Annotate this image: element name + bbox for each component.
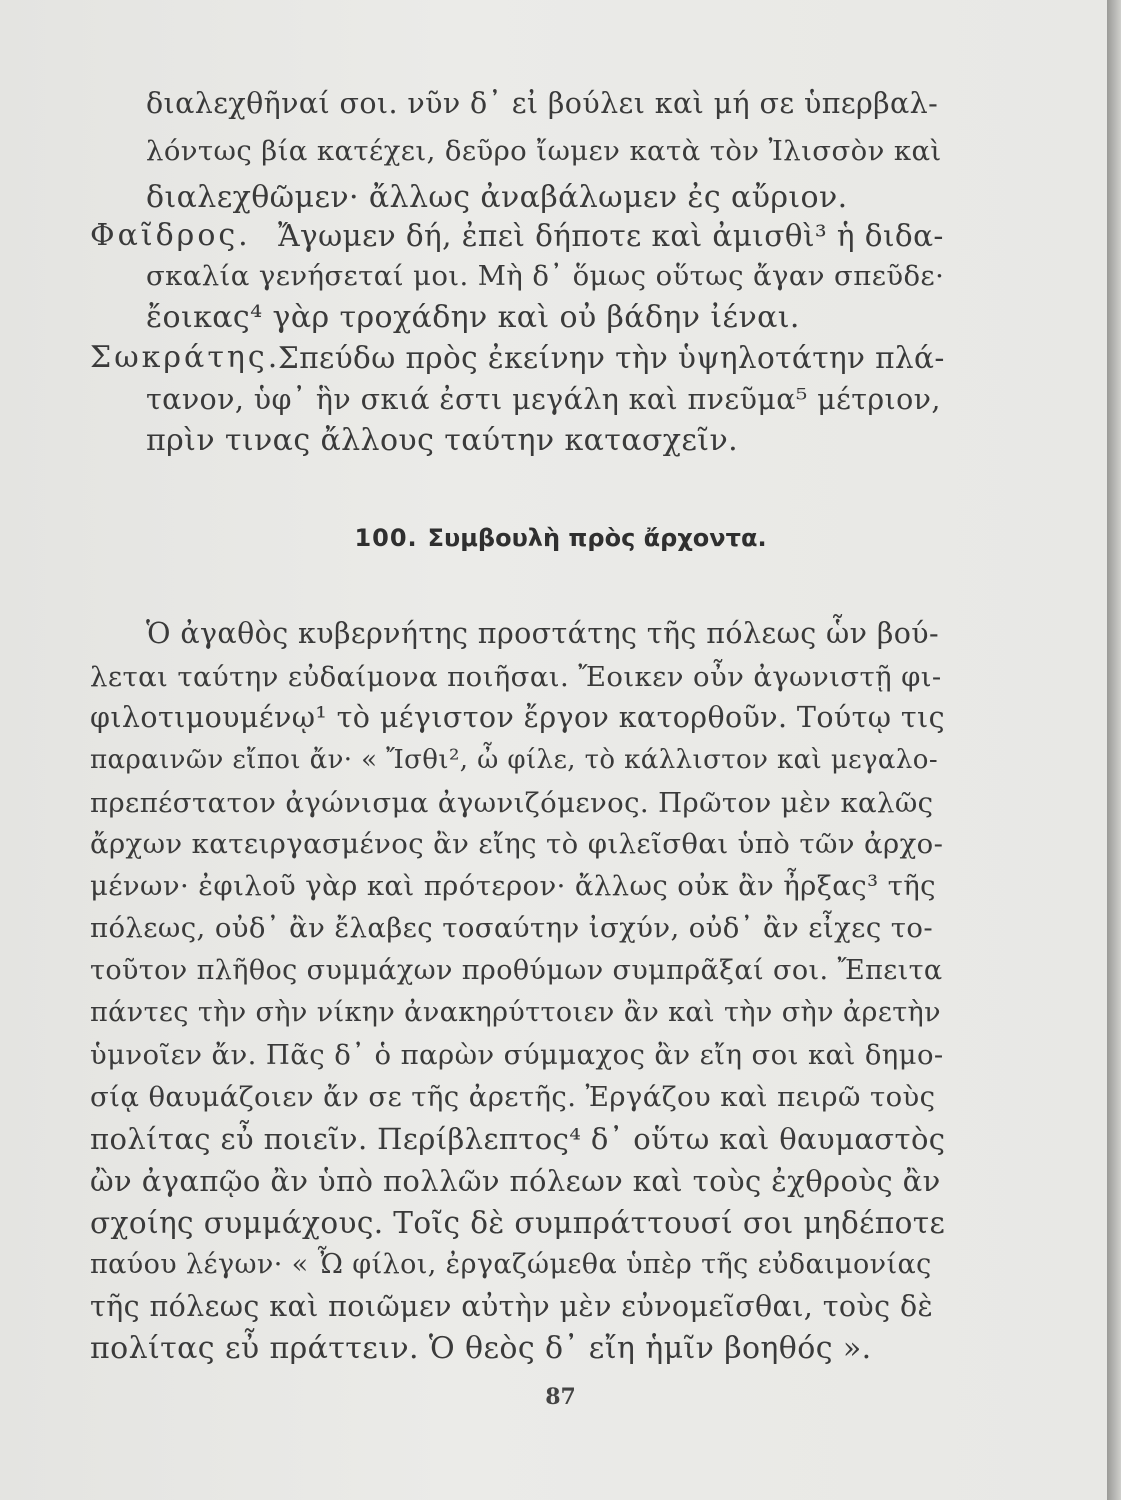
body-line: τῆς πόλεως καὶ ποιῶμεν αὐτὴν μὲν εὐνομεῖσθαι, τοὺς δὲ xyxy=(90,1290,934,1323)
dialogue-line: Ἄγωμεν δή, ἐπεὶ δήποτε καὶ ἀμισθὶ³ ἡ διδα- xyxy=(278,219,944,253)
body-line: ὑμνοῖεν ἄν. Πᾶς δ᾽ ὁ παρὼν σύμμαχος ἂν εἴη σοι καὶ δημο- xyxy=(90,1039,944,1071)
body-line: ὢν ἀγαπῷο ἂν ὑπὸ πολλῶν πόλεων καὶ τοὺς ἐχθροὺς ἂν xyxy=(90,1164,941,1198)
body-line: παραινῶν εἴποι ἄν· « Ἴσθι², ὦ φίλε, τὸ κάλλιστον καὶ μεγαλο- xyxy=(90,745,939,775)
body-line: σχοίης συμμάχους. Τοῖς δὲ συμπράττουσί σοι μηδέποτε xyxy=(90,1206,946,1240)
body-line: πρεπέστατον ἀγώνισμα ἀγωνιζόμενος. Πρῶτον μὲν καλῶς xyxy=(90,787,934,819)
body-line: πάντες τὴν σὴν νίκην ἀνακηρύττοιεν ἂν καὶ τὴν σὴν ἀρετὴν xyxy=(90,997,941,1028)
body-line: τοῦτον πλῆθος συμμάχων προθύμων συμπρᾶξαί σοι. Ἔπειτα xyxy=(90,955,943,986)
body-line: πολίτας εὖ ποιεῖν. Περίβλεπτος⁴ δ᾽ οὕτω καὶ θαυμαστὸς xyxy=(90,1122,946,1156)
body-line: Ὁ ἀγαθὸς κυβερνήτης προστάτης τῆς πόλεως ὧν βού- xyxy=(146,617,940,650)
dialogue-line: τανον, ὑφ᾽ ἣν σκιά ἐστι μεγάλη καὶ πνεῦμα⁵ μέτριον, xyxy=(146,383,941,416)
dialogue-line: σκαλία γενήσεταί μοι. Μὴ δ᾽ ὅμως οὕτως ἄγαν σπεῦδε· xyxy=(146,260,945,292)
speaker-socrates: Σωκράτης. xyxy=(90,340,281,375)
dialogue-line: Σπεύδω πρὸς ἐκείνην τὴν ὑψηλοτάτην πλά- xyxy=(278,341,945,375)
body-line: σίᾳ θαυμάζοιεν ἄν σε τῆς ἀρετῆς. Ἐργάζου καὶ πειρῶ τοὺς xyxy=(90,1081,936,1113)
body-line: παύου λέγων· « Ὦ φίλοι, ἐργαζώμεθα ὑπὲρ τῆς εὐδαιμονίας xyxy=(90,1249,932,1280)
body-line: μένων· ἐφιλοῦ γὰρ καὶ πρότερον· ἄλλως οὐκ ἂν ἦρξας³ τῆς xyxy=(90,870,936,902)
section-heading xyxy=(0,524,1121,552)
speaker-phaedrus: Φαῖδρος. xyxy=(90,218,251,253)
dialogue-line: πρὶν τινας ἄλλους ταύτην κατασχεῖν. xyxy=(146,423,739,458)
body-line: ἄρχων κατειργασμένος ἂν εἴης τὸ φιλεῖσθαι ὑπὸ τῶν ἀρχο- xyxy=(90,828,944,860)
body-line: λεται ταύτην εὐδαίμονα ποιῆσαι. Ἔοικεν οὖν ἀγωνιστῇ φι- xyxy=(90,661,942,693)
dialogue-line: διαλεχθῶμεν· ἄλλως ἀναβάλωμεν ἐς αὔριον. xyxy=(146,180,848,215)
body-line: φιλοτιμουμένῳ¹ τὸ μέγιστον ἔργον κατορθοῦν. Τούτῳ τις xyxy=(90,701,945,734)
page-edge xyxy=(1107,0,1121,1500)
dialogue-line: ἔοικας⁴ γὰρ τροχάδην καὶ οὐ βάδην ἰέναι. xyxy=(146,300,800,335)
body-line: πολίτας εὖ πράττειν. Ὁ θεὸς δ᾽ εἴη ἡμῖν βοηθός ». xyxy=(90,1331,872,1366)
dialogue-line: διαλεχθῆναί σοι. νῦν δ᾽ εἰ βούλει καὶ μή σε ὑπερβαλ- xyxy=(146,87,939,120)
section-number: 100. xyxy=(354,524,418,552)
body-line: πόλεως, οὐδ᾽ ἂν ἔλαβες τοσαύτην ἰσχύν, οὐδ᾽ ἂν εἶχες το- xyxy=(90,912,934,944)
section-title: Συμβουλὴ πρὸς ἄρχοντα. xyxy=(427,524,767,552)
dialogue-line: λόντως βία κατέχει, δεῦρο ἴωμεν κατὰ τὸν Ἰλισσὸν καὶ xyxy=(146,135,942,167)
page-number: 87 xyxy=(545,1384,576,1410)
